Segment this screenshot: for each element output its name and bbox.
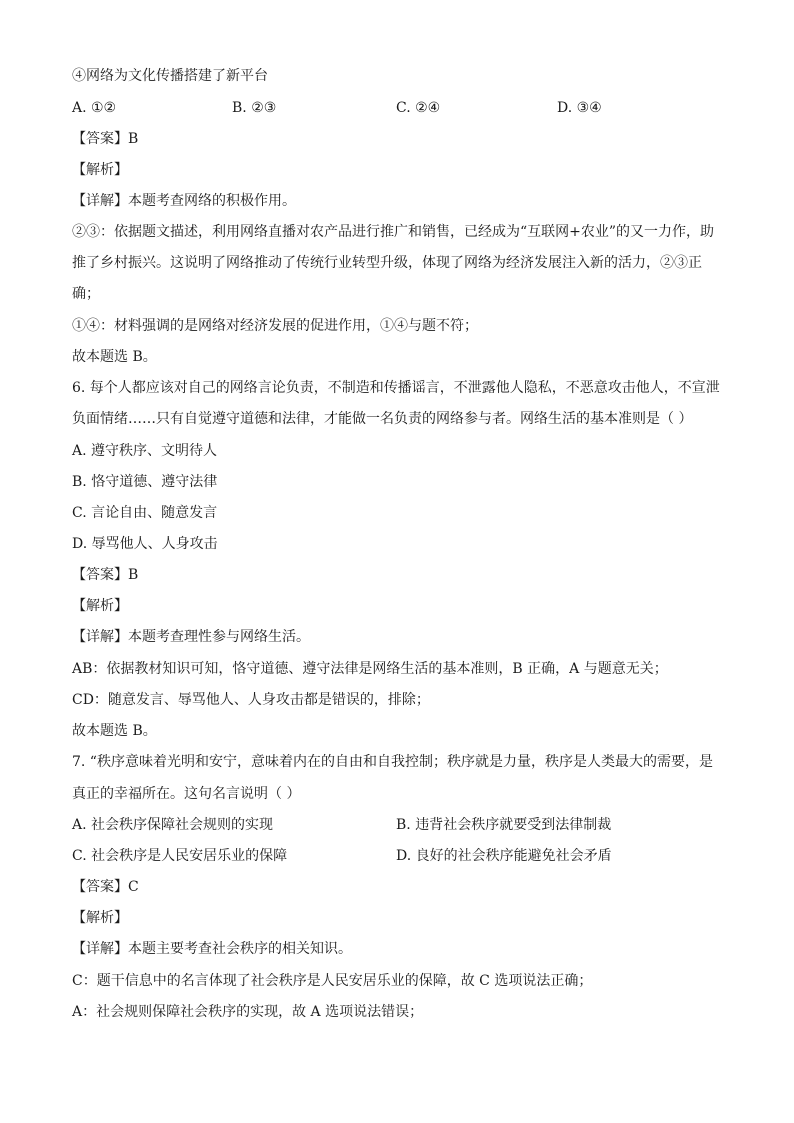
statement-4: ④网络为文化传播搭建了新平台 [72,68,268,84]
answer-label: 【答案】B [72,567,139,583]
q7-option-c: C. 社会秩序是人民安居乐业的保障 [72,848,288,864]
analysis-label: 【解析】 [72,910,128,926]
question-7-stem: 真正的幸福所在。这句名言说明（ ） [72,786,301,802]
q6-option-d: D. 辱骂他人、人身攻击 [72,536,218,552]
explanation-line: CD：随意发言、辱骂他人、人身攻击都是错误的，排除； [72,692,430,708]
explanation-line: ①④：材料强调的是网络对经济发展的促进作用，①④与题不符； [72,318,478,334]
explanation-line: C：题干信息中的名言体现了社会秩序是人民安居乐业的保障，故 C 选项说法正确； [72,973,593,989]
q6-option-c: C. 言论自由、随意发言 [72,505,218,521]
option-c: C. ②④ [396,100,441,116]
conclusion: 故本题选 B。 [72,349,157,365]
conclusion: 故本题选 B。 [72,723,157,739]
detail-heading: 【详解】本题考查理性参与网络生活。 [72,629,310,645]
explanation-line: 推了乡村振兴。这说明了网络推动了传统行业转型升级，体现了网络为经济发展注入新的活力，②③正 [72,255,702,271]
explanation-line: A：社会规则保障社会秩序的实现，故 A 选项说法错误； [72,1004,424,1020]
q6-option-a: A. 遵守秩序、文明待人 [72,443,218,459]
q7-option-a: A. 社会秩序保障社会规则的实现 [72,817,274,833]
q7-option-d: D. 良好的社会秩序能避免社会矛盾 [396,848,612,864]
explanation-line: 确； [72,286,100,302]
option-b: B. ②③ [232,100,277,116]
detail-heading: 【详解】本题主要考查社会秩序的相关知识。 [72,941,352,957]
option-a: A. ①② [72,100,117,116]
analysis-label: 【解析】 [72,598,128,614]
question-6-stem: 6. 每个人都应该对自己的网络言论负责，不制造和传播谣言，不泄露他人隐私，不恶意攻击他人，不宣泄 [72,380,720,396]
option-d: D. ③④ [557,100,602,116]
answer-label: 【答案】C [72,879,139,895]
analysis-label: 【解析】 [72,162,128,178]
question-6-stem: 负面情绪……只有自觉遵守道德和法律，才能做一名负责的网络参与者。网络生活的基本准则是（ ） [72,411,693,427]
q6-option-b: B. 恪守道德、遵守法律 [72,474,218,490]
q7-option-b: B. 违背社会秩序就要受到法律制裁 [396,817,612,833]
explanation-line: ②③：依据题文描述，利用网络直播对农产品进行推广和销售，已经成为“互联网+农业”的又一力作，助 [72,224,715,240]
answer-label: 【答案】B [72,131,139,147]
question-7-stem: 7. “秩序意味着光明和安宁，意味着内在的自由和自我控制；秩序就是力量，秩序是人类最大的需要，是 [72,754,713,770]
detail-heading: 【详解】本题考查网络的积极作用。 [72,193,296,209]
explanation-line: AB：依据教材知识可知，恪守道德、遵守法律是网络生活的基本准则，B 正确，A 与题意无关； [72,661,668,677]
